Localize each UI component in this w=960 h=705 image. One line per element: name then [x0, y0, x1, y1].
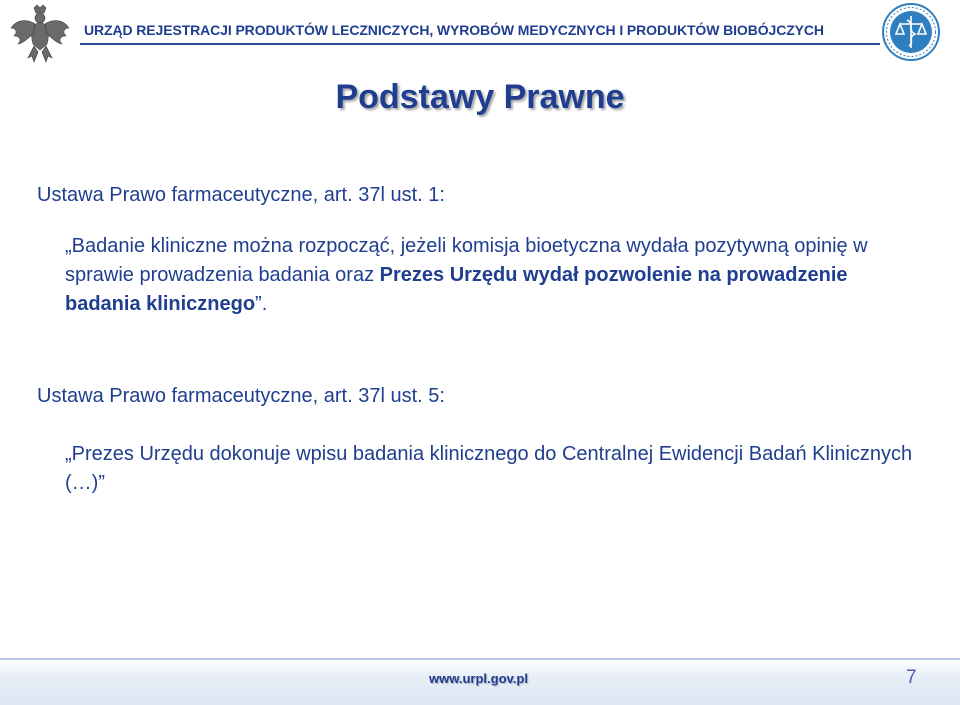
quote-open-mark: „	[65, 235, 72, 257]
section1-heading: Ustawa Prawo farmaceutyczne, art. 37l ust. 1:	[37, 184, 445, 206]
section1-text-regular: Badanie kliniczne można rozpocząć, jeżeli komisja bioetyczna wydała pozytywną opinię w sprawie prowadzenia badania oraz	[65, 235, 868, 286]
section2-quote	[65, 440, 925, 498]
slide-header	[0, 0, 960, 64]
header-divider	[80, 43, 880, 45]
section2-text: Prezes Urzędu dokonuje wpisu badania klinicznego do Centralnej Ewidencji Badań Klinicznych (…)	[65, 443, 913, 494]
page-number: 7	[906, 667, 917, 688]
quote-close-mark: ”.	[255, 293, 268, 315]
section2-heading: Ustawa Prawo farmaceutyczne, art. 37l ust. 5:	[37, 385, 445, 407]
quote-open-mark: „	[65, 443, 72, 465]
quote-close-mark: ”	[98, 472, 105, 494]
section1-text-bold: Prezes Urzędu wydał pozwolenie na prowadzenie badania klinicznego	[65, 264, 848, 315]
section1-quote	[65, 232, 925, 319]
polish-eagle-emblem-icon	[8, 4, 72, 64]
slide-title: Podstawy Prawne	[335, 78, 625, 116]
footer-url-link[interactable]: www.urpl.gov.pl	[429, 671, 528, 686]
agency-seal-icon	[880, 2, 942, 62]
institution-name: URZĄD REJESTRACJI PRODUKTÓW LECZNICZYCH, WYROBÓW MEDYCZNYCH I PRODUKTÓW BIOBÓJCZYCH	[84, 22, 824, 38]
footer-divider	[0, 658, 960, 660]
